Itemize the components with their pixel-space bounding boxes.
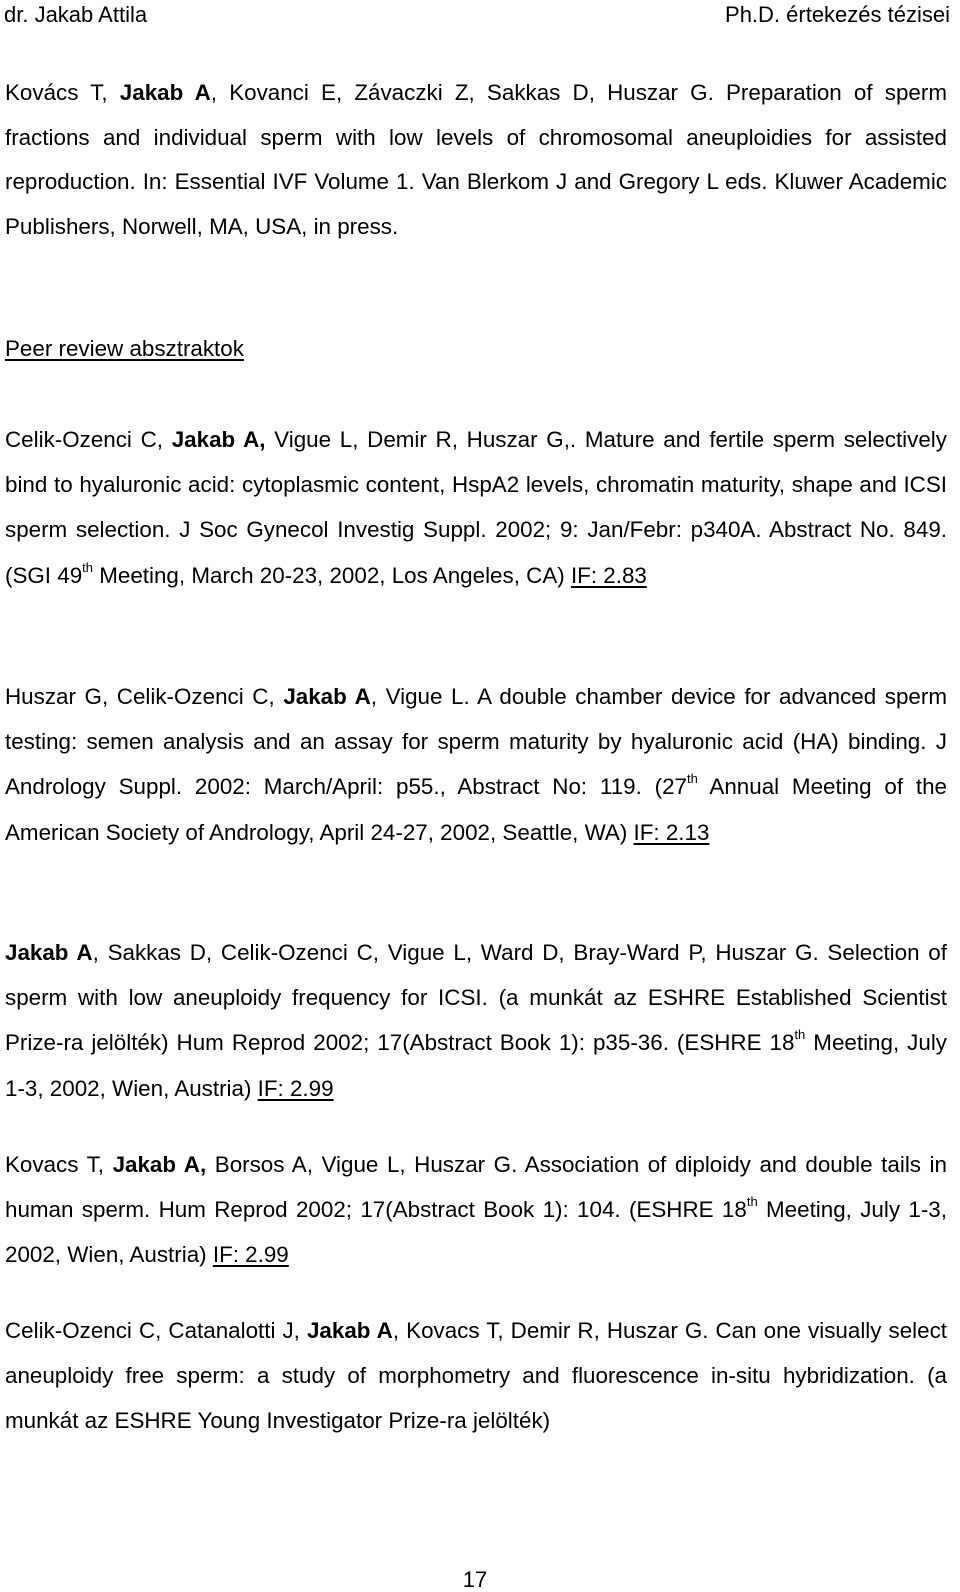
header-author: dr. Jakab Attila	[4, 2, 148, 27]
reference-entry: Jakab A, Sakkas D, Celik-Ozenci C, Vigue L, Ward D, Bray-Ward P, Huszar G. Selection of sperm with low aneuploidy frequency for ICSI. (a munkát az ESHRE Established Scientist Prize-ra jelölték) Hum Reprod 2002; 17(Abstract Book 1): p35-36. (ESHRE 18th Meeting, July 1-3, 2002, Wien, Austria) IF: 2.99	[5, 940, 947, 1101]
reference-entry: Kovács T, Jakab A, Kovanci E, Závaczki Z, Sakkas D, Huszar G. Preparation of sperm fractions and individual sperm with low levels of chromosomal aneuploidies for assisted reproduction. In: Essential IVF Volume 1. Van Blerkom J and Gregory L eds. Kluwer Academic Publishers, Norwell, MA, USA, in press.	[5, 80, 947, 239]
highlighted-author: Jakab A	[306, 1318, 393, 1343]
impact-factor: IF: 2.13	[633, 819, 710, 845]
impact-factor: IF: 2.99	[212, 1242, 289, 1268]
reference-entry: Huszar G, Celik-Ozenci C, Jakab A, Vigue L. A double chamber device for advanced sperm testing: semen analysis and an assay for sperm maturity by hyaluronic acid (HA) binding. J Andrology Suppl. 2002: March/April: p55., Abstract No: 119. (27th Annual Meeting of the American Society of Andrology, April 24-27, 2002, Seattle, WA) IF: 2.13	[5, 684, 947, 845]
reference-entry: Kovacs T, Jakab A, Borsos A, Vigue L, Huszar G. Association of diploidy and double tails in human sperm. Hum Reprod 2002; 17(Abstract Book 1): 104. (ESHRE 18th Meeting, July 1-3, 2002, Wien, Austria) IF: 2.99	[5, 1152, 947, 1268]
highlighted-author: Jakab A	[5, 940, 93, 965]
impact-factor: IF: 2.83	[570, 562, 647, 588]
reference-entry: Celik-Ozenci C, Catanalotti J, Jakab A, Kovacs T, Demir R, Huszar G. Can one visually select aneuploidy free sperm: a study of morphometry and fluorescence in-situ hybridization. (a munkát az ESHRE Young Investigator Prize-ra jelölték)	[5, 1318, 947, 1434]
highlighted-author: Jakab A,	[171, 427, 266, 452]
reference-entry: Celik-Ozenci C, Jakab A, Vigue L, Demir R, Huszar G,. Mature and fertile sperm selectively bind to hyaluronic acid: cytoplasmic content, HspA2 levels, chromatin maturity, shape and ICSI sperm selection. J Soc Gynecol Investig Suppl. 2002; 9: Jan/Febr: p340A. Abstract No. 849. (SGI 49th Meeting, March 20-23, 2002, Los Angeles, CA) IF: 2.83	[5, 427, 947, 588]
page-number: 17	[462, 1567, 488, 1592]
section-heading: Peer review absztraktok	[5, 336, 244, 361]
header-document-title: Ph.D. értekezés tézisei	[725, 2, 950, 27]
highlighted-author: Jakab A,	[112, 1152, 207, 1177]
impact-factor: IF: 2.99	[257, 1075, 334, 1101]
highlighted-author: Jakab A	[283, 684, 371, 709]
page-header	[0, 0, 958, 30]
highlighted-author: Jakab A	[119, 80, 211, 105]
